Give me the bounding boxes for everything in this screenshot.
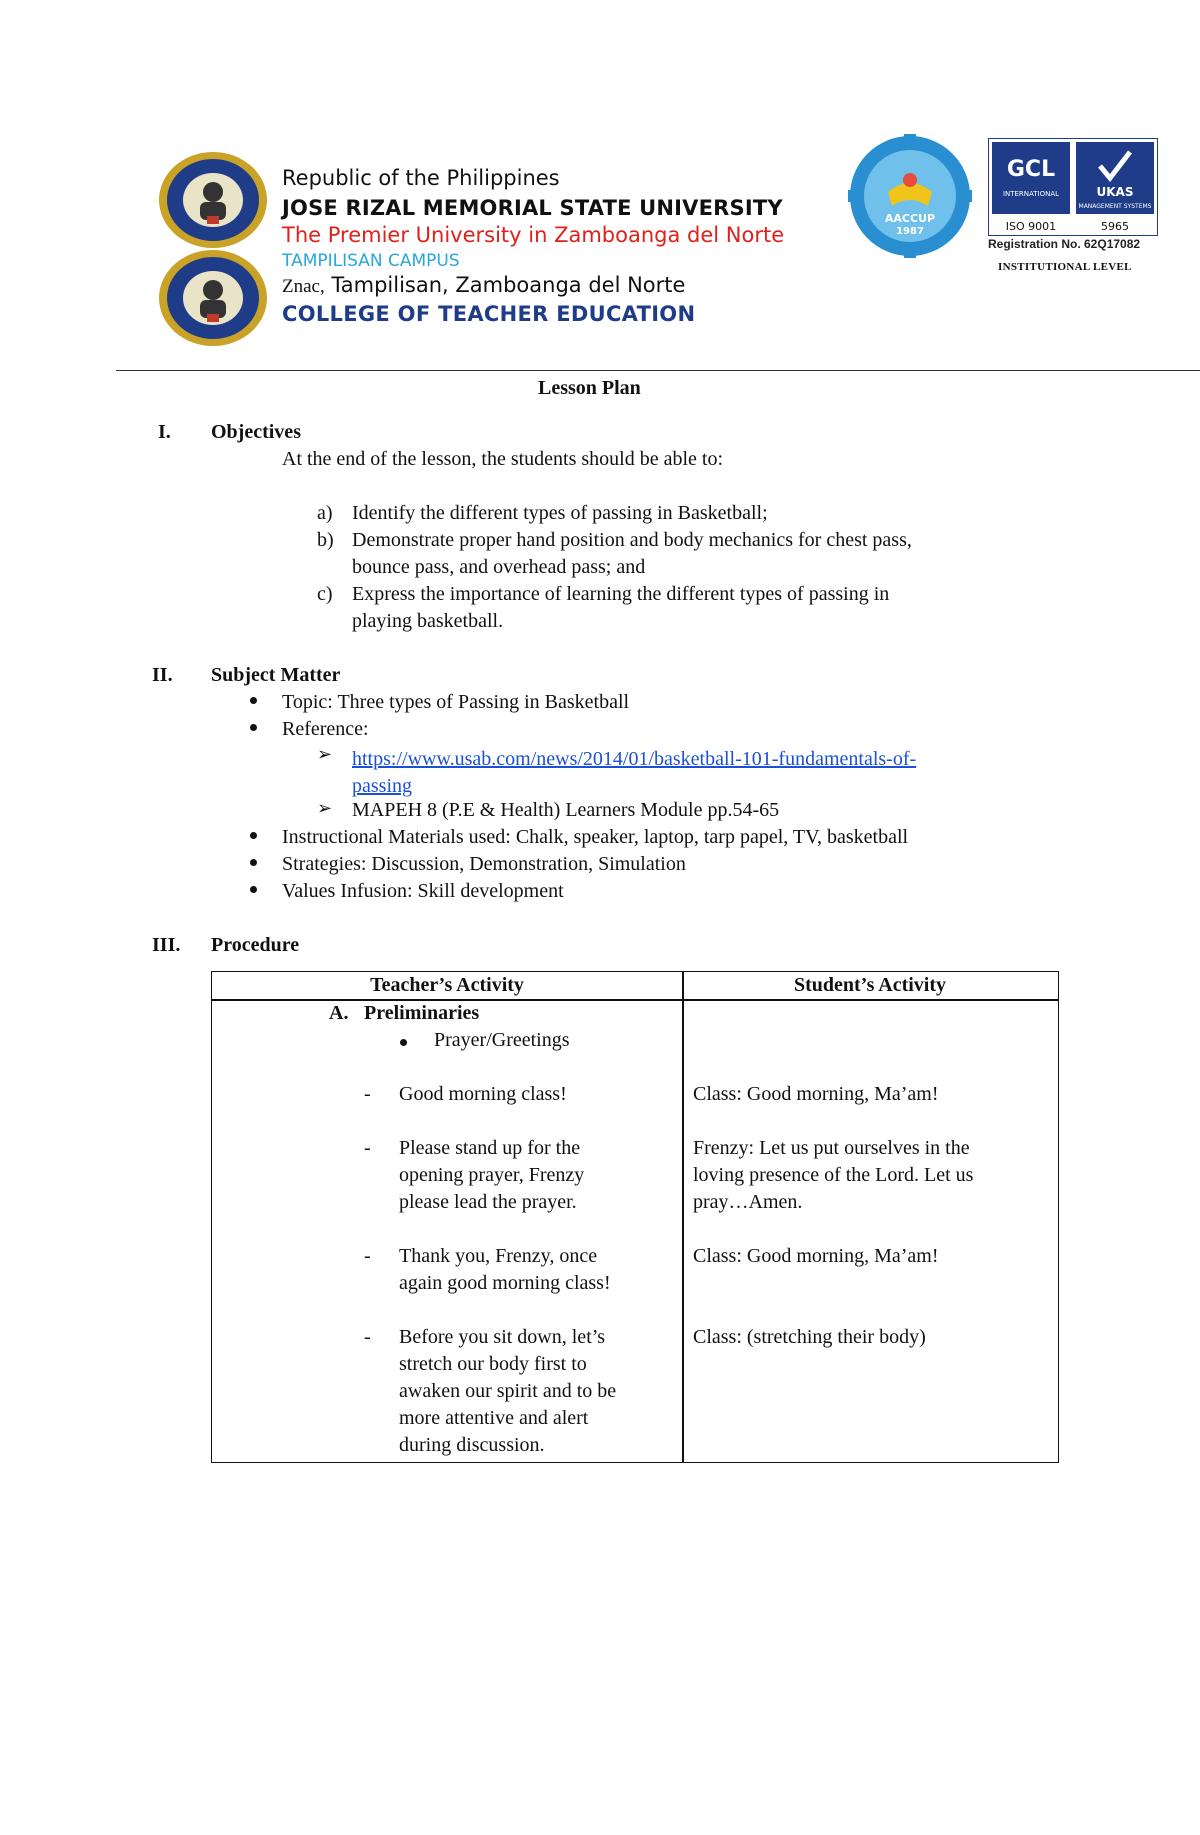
teacher-line: again good morning class! <box>399 1272 611 1294</box>
dash-marker: - <box>364 1083 371 1105</box>
ukas-label: UKAS <box>1096 185 1134 199</box>
university-seal-top <box>158 150 268 250</box>
objective-b-line-1: Demonstrate proper hand position and body mechanics for chest pass, <box>352 529 912 551</box>
objectives-heading: Objectives <box>211 421 301 443</box>
aaccup-logo <box>848 134 972 258</box>
section-title: Preliminaries <box>364 1002 480 1024</box>
teacher-line: Thank you, Frenzy, once <box>399 1245 598 1267</box>
address-prefix: Znac, <box>282 276 325 297</box>
iso-certification-logo <box>988 138 1158 236</box>
student-line: Class: Good morning, Ma’am! <box>693 1083 939 1105</box>
arrow-bullet-icon: ➢ <box>317 744 333 765</box>
teacher-line: awaken our spirit and to be <box>399 1380 617 1402</box>
student-line: Frenzy: Let us put ourselves in the <box>693 1137 970 1159</box>
iso-label: ISO 9001 <box>1005 220 1057 233</box>
registration-number: Registration No. 62Q17082 <box>988 237 1141 251</box>
bullet-icon <box>250 697 257 704</box>
campus-address <box>282 273 685 298</box>
bullet-icon <box>400 1039 407 1046</box>
teacher-line: during discussion. <box>399 1434 545 1456</box>
teacher-line: Before you sit down, let’s <box>399 1326 606 1348</box>
teacher-line: please lead the prayer. <box>399 1191 577 1213</box>
student-line: Class: (stretching their body) <box>693 1326 926 1348</box>
arrow-bullet-icon: ➢ <box>317 798 333 819</box>
dash-marker: - <box>364 1326 371 1348</box>
table-column-divider <box>682 972 684 1462</box>
procedure-table <box>211 971 1059 1463</box>
aaccup-label: AACCUP <box>884 212 936 225</box>
sub-bullet-text: Prayer/Greetings <box>434 1029 570 1051</box>
objective-letter-b: b) <box>317 529 334 551</box>
republic-line: Republic of the Philippines <box>282 166 560 190</box>
teacher-line: more attentive and alert <box>399 1407 589 1429</box>
university-tagline: The Premier University in Zamboanga del Norte <box>282 223 785 247</box>
bullet-icon <box>250 832 257 839</box>
objectives-intro: At the end of the lesson, the students should be able to: <box>282 448 724 470</box>
teacher-line: opening prayer, Frenzy <box>399 1164 585 1186</box>
student-line: loving presence of the Lord. Let us <box>693 1164 974 1186</box>
teacher-line: stretch our body first to <box>399 1353 587 1375</box>
student-line: pray…Amen. <box>693 1191 803 1213</box>
topic-text: Topic: Three types of Passing in Basketball <box>282 691 630 713</box>
gcl-sub: INTERNATIONAL <box>1002 190 1060 198</box>
reference-book: MAPEH 8 (P.E & Health) Learners Module pp.54-65 <box>352 799 780 821</box>
subject-matter-heading: Subject Matter <box>211 664 341 686</box>
gcl-label: GCL <box>1006 157 1056 182</box>
page-title: Lesson Plan <box>538 377 641 399</box>
section-numeral-1: I. <box>158 421 171 443</box>
teacher-line: Please stand up for the <box>399 1137 581 1159</box>
college-name: COLLEGE OF TEACHER EDUCATION <box>282 302 696 326</box>
col-header-student: Student’s Activity <box>793 974 947 996</box>
student-line: Class: Good morning, Ma’am! <box>693 1245 939 1267</box>
materials-text: Instructional Materials used: Chalk, speaker, laptop, tarp papel, TV, basketball <box>282 826 909 848</box>
procedure-heading: Procedure <box>211 934 300 956</box>
reference-link-line-2: passing <box>352 775 412 797</box>
objective-c-line-1: Express the importance of learning the different types of passing in <box>352 583 890 605</box>
section-letter: A. <box>329 1002 349 1024</box>
institutional-level: INSTITUTIONAL LEVEL <box>998 261 1132 273</box>
strategies-text: Strategies: Discussion, Demonstration, Simulation <box>282 853 686 875</box>
bullet-icon <box>250 886 257 893</box>
address-rest: Tampilisan, Zamboanga del Norte <box>324 273 686 297</box>
objective-letter-c: c) <box>317 583 333 605</box>
header-divider <box>116 370 1200 371</box>
campus-name: TAMPILISAN CAMPUS <box>282 251 460 271</box>
col-header-teacher: Teacher’s Activity <box>370 974 524 996</box>
dash-marker: - <box>364 1245 371 1267</box>
reference-link-line-1: https://www.usab.com/news/2014/01/basketball-101-fundamentals-of- <box>352 748 917 770</box>
bullet-icon <box>250 859 257 866</box>
objective-letter-a: a) <box>317 502 333 524</box>
section-numeral-3: III. <box>152 934 181 956</box>
reference-link[interactable] <box>352 746 916 800</box>
university-name: JOSE RIZAL MEMORIAL STATE UNIVERSITY <box>282 196 783 220</box>
objective-a-line-1: Identify the different types of passing in Basketball; <box>352 502 768 524</box>
ukas-number: 5965 <box>1101 220 1129 233</box>
ukas-sub: MANAGEMENT SYSTEMS <box>1078 203 1152 210</box>
dash-marker: - <box>364 1137 371 1159</box>
objective-c-line-2: playing basketball. <box>352 610 504 632</box>
reference-label: Reference: <box>282 718 369 740</box>
objective-b-line-2: bounce pass, and overhead pass; and <box>352 556 646 578</box>
section-numeral-2: II. <box>152 664 173 686</box>
university-seal-bottom <box>158 248 268 348</box>
aaccup-year: 1987 <box>896 226 924 237</box>
bullet-icon <box>250 724 257 731</box>
values-text: Values Infusion: Skill development <box>282 880 564 902</box>
teacher-line: Good morning class! <box>399 1083 567 1105</box>
